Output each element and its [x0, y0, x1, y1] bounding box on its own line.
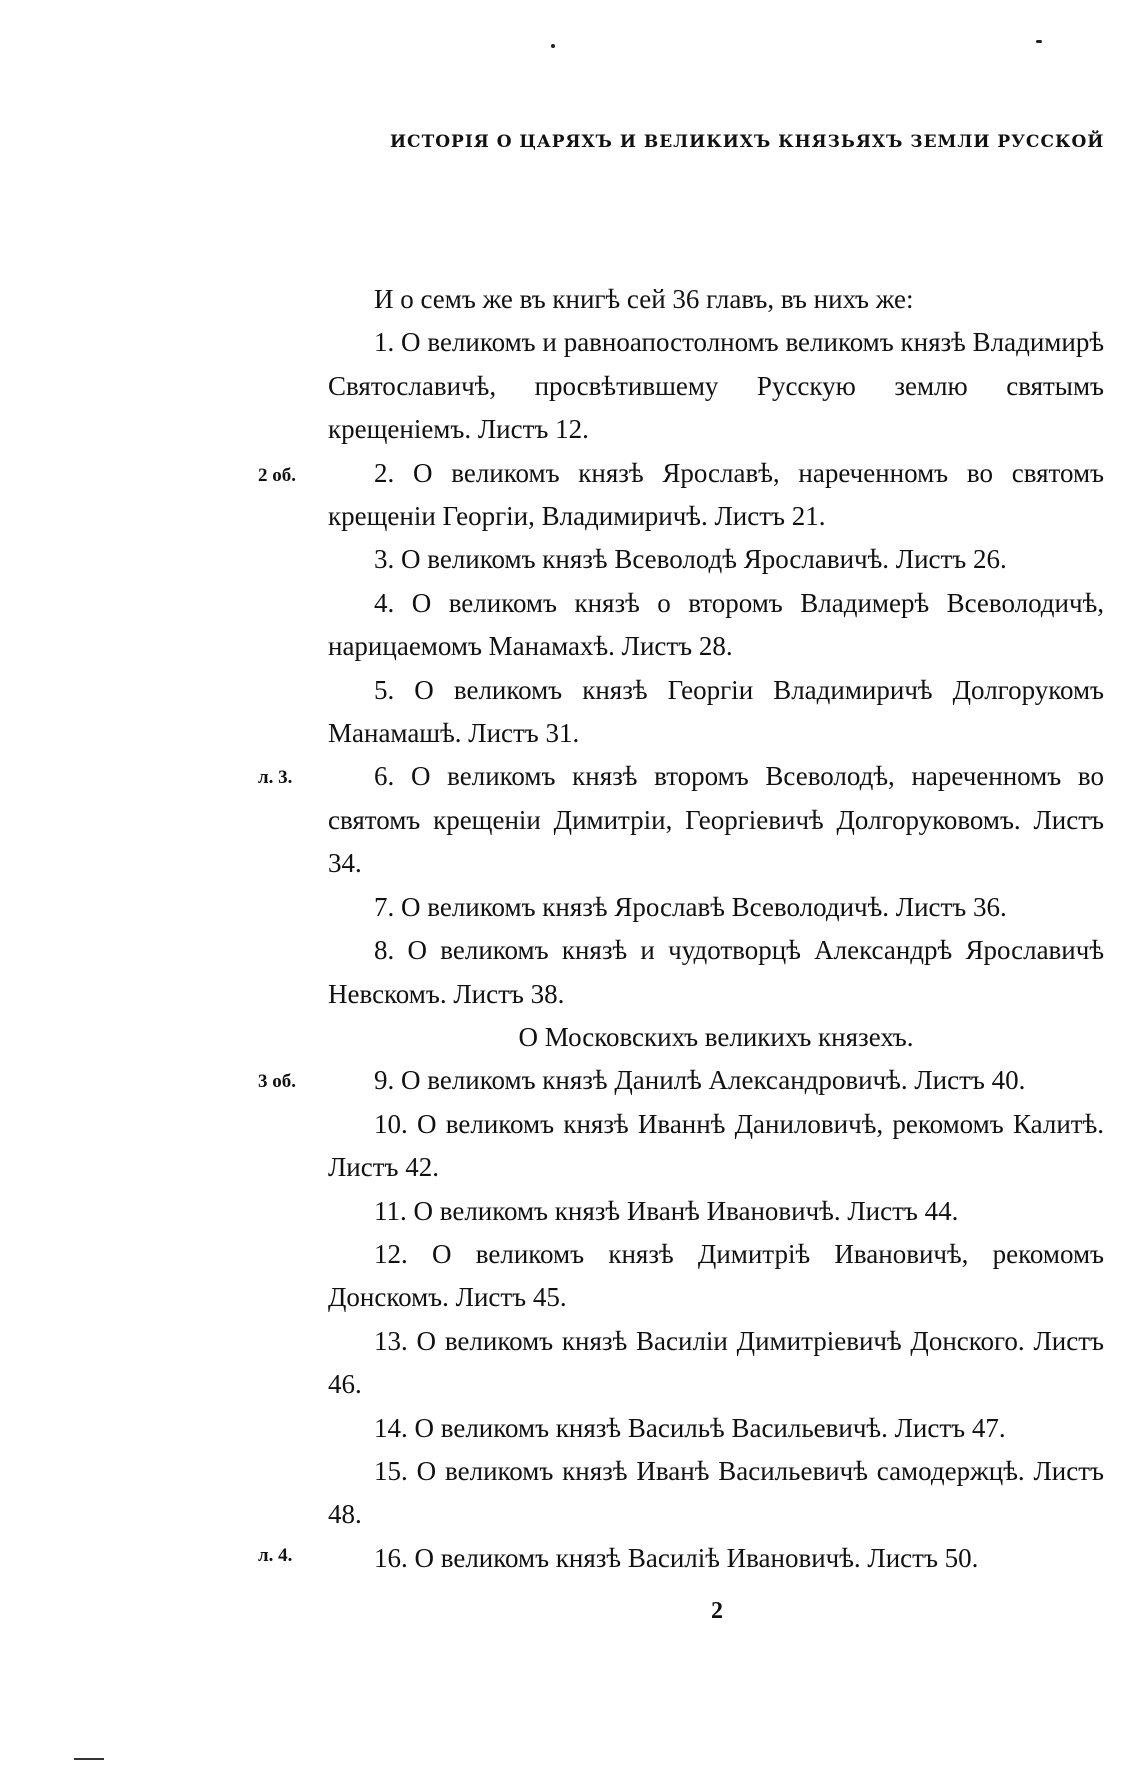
toc-chapter-11: 11. О великомъ князѣ Иванѣ Ивановичѣ. Листъ 44. — [374, 1195, 959, 1226]
table-of-contents — [328, 278, 1104, 1580]
scan-speck — [1036, 40, 1042, 43]
toc-chapter-5: 5. О великомъ князѣ Георгіи Владимиричѣ Долгорукомъ Манамашѣ. Листъ 31. — [328, 674, 1104, 749]
toc-chapter-8: 8. О великомъ князѣ и чудотворцѣ Александрѣ Ярославичѣ Невскомъ. Листъ 38. — [328, 935, 1104, 1009]
toc-chapter-13: 13. О великомъ князѣ Василіи Димитріевичѣ Донского. Листъ 46. — [328, 1325, 1104, 1400]
footer-rule — [74, 1758, 104, 1760]
toc-chapter-7: 7. О великомъ князѣ Ярославѣ Всеволодичѣ. Листъ 36. — [374, 891, 1007, 922]
margin-note-2-ob: 2 об. — [258, 465, 296, 486]
margin-note-l-4: л. 4. — [258, 1545, 293, 1566]
toc-chapter-6: 6. О великомъ князѣ второмъ Всеволодѣ, нареченномъ во святомъ крещеніи Димитріи, Георгіевичѣ Долгоруковомъ. Листъ 34. — [328, 761, 1104, 879]
toc-chapter-15: 15. О великомъ князѣ Иванѣ Васильевичѣ самодержцѣ. Листъ 48. — [328, 1455, 1104, 1530]
toc-chapter-3: 3. О великомъ князѣ Всеволодѣ Ярославичѣ. Листъ 26. — [374, 544, 1007, 575]
running-title: ИСТОРІЯ О ЦАРЯХЪ И ВЕЛИКИХЪ КНЯЗЬЯХЪ ЗЕМЛИ РУССКОЙ — [390, 132, 1105, 152]
toc-chapter-2: 2. О великомъ князѣ Ярославѣ, нареченномъ во святомъ крещеніи Георгіи, Владимиричѣ. Листъ 21. — [328, 457, 1104, 532]
toc-chapter-4: 4. О великомъ князѣ о второмъ Владимерѣ Всеволодичѣ, нарицаемомъ Манамахѣ. Листъ 28. — [328, 587, 1104, 662]
margin-note-l-3: л. 3. — [258, 767, 293, 788]
page-number: 2 — [711, 1598, 723, 1624]
margin-note-3-ob: 3 об. — [258, 1071, 296, 1092]
toc-chapter-9: 9. О великомъ князѣ Данилѣ Александровичѣ. Листъ 40. — [374, 1065, 1026, 1096]
toc-chapter-10: 10. О великомъ князѣ Иваннѣ Даниловичѣ, рекомомъ Калитѣ. Листъ 42. — [328, 1108, 1104, 1183]
section-heading: О Московскихъ великихъ князехъ. — [518, 1021, 914, 1052]
toc-chapter-16: 16. О великомъ князѣ Василіѣ Ивановичѣ. Листъ 50. — [374, 1542, 979, 1573]
toc-chapter-14: 14. О великомъ князѣ Васильѣ Васильевичѣ. Листъ 47. — [374, 1412, 1006, 1443]
scan-speck — [551, 44, 555, 48]
toc-chapter-1: 1. О великомъ и равноапостолномъ великомъ князѣ Владимирѣ Святославичѣ, просвѣтившему Русскую землю святымъ крещеніемъ. Листъ 12. — [328, 327, 1104, 445]
toc-intro: И о семъ же въ книгѣ сей 36 главъ, въ нихъ же: — [374, 284, 914, 314]
toc-chapter-12: 12. О великомъ князѣ Димитріѣ Ивановичѣ, рекомомъ Донскомъ. Листъ 45. — [328, 1238, 1104, 1313]
